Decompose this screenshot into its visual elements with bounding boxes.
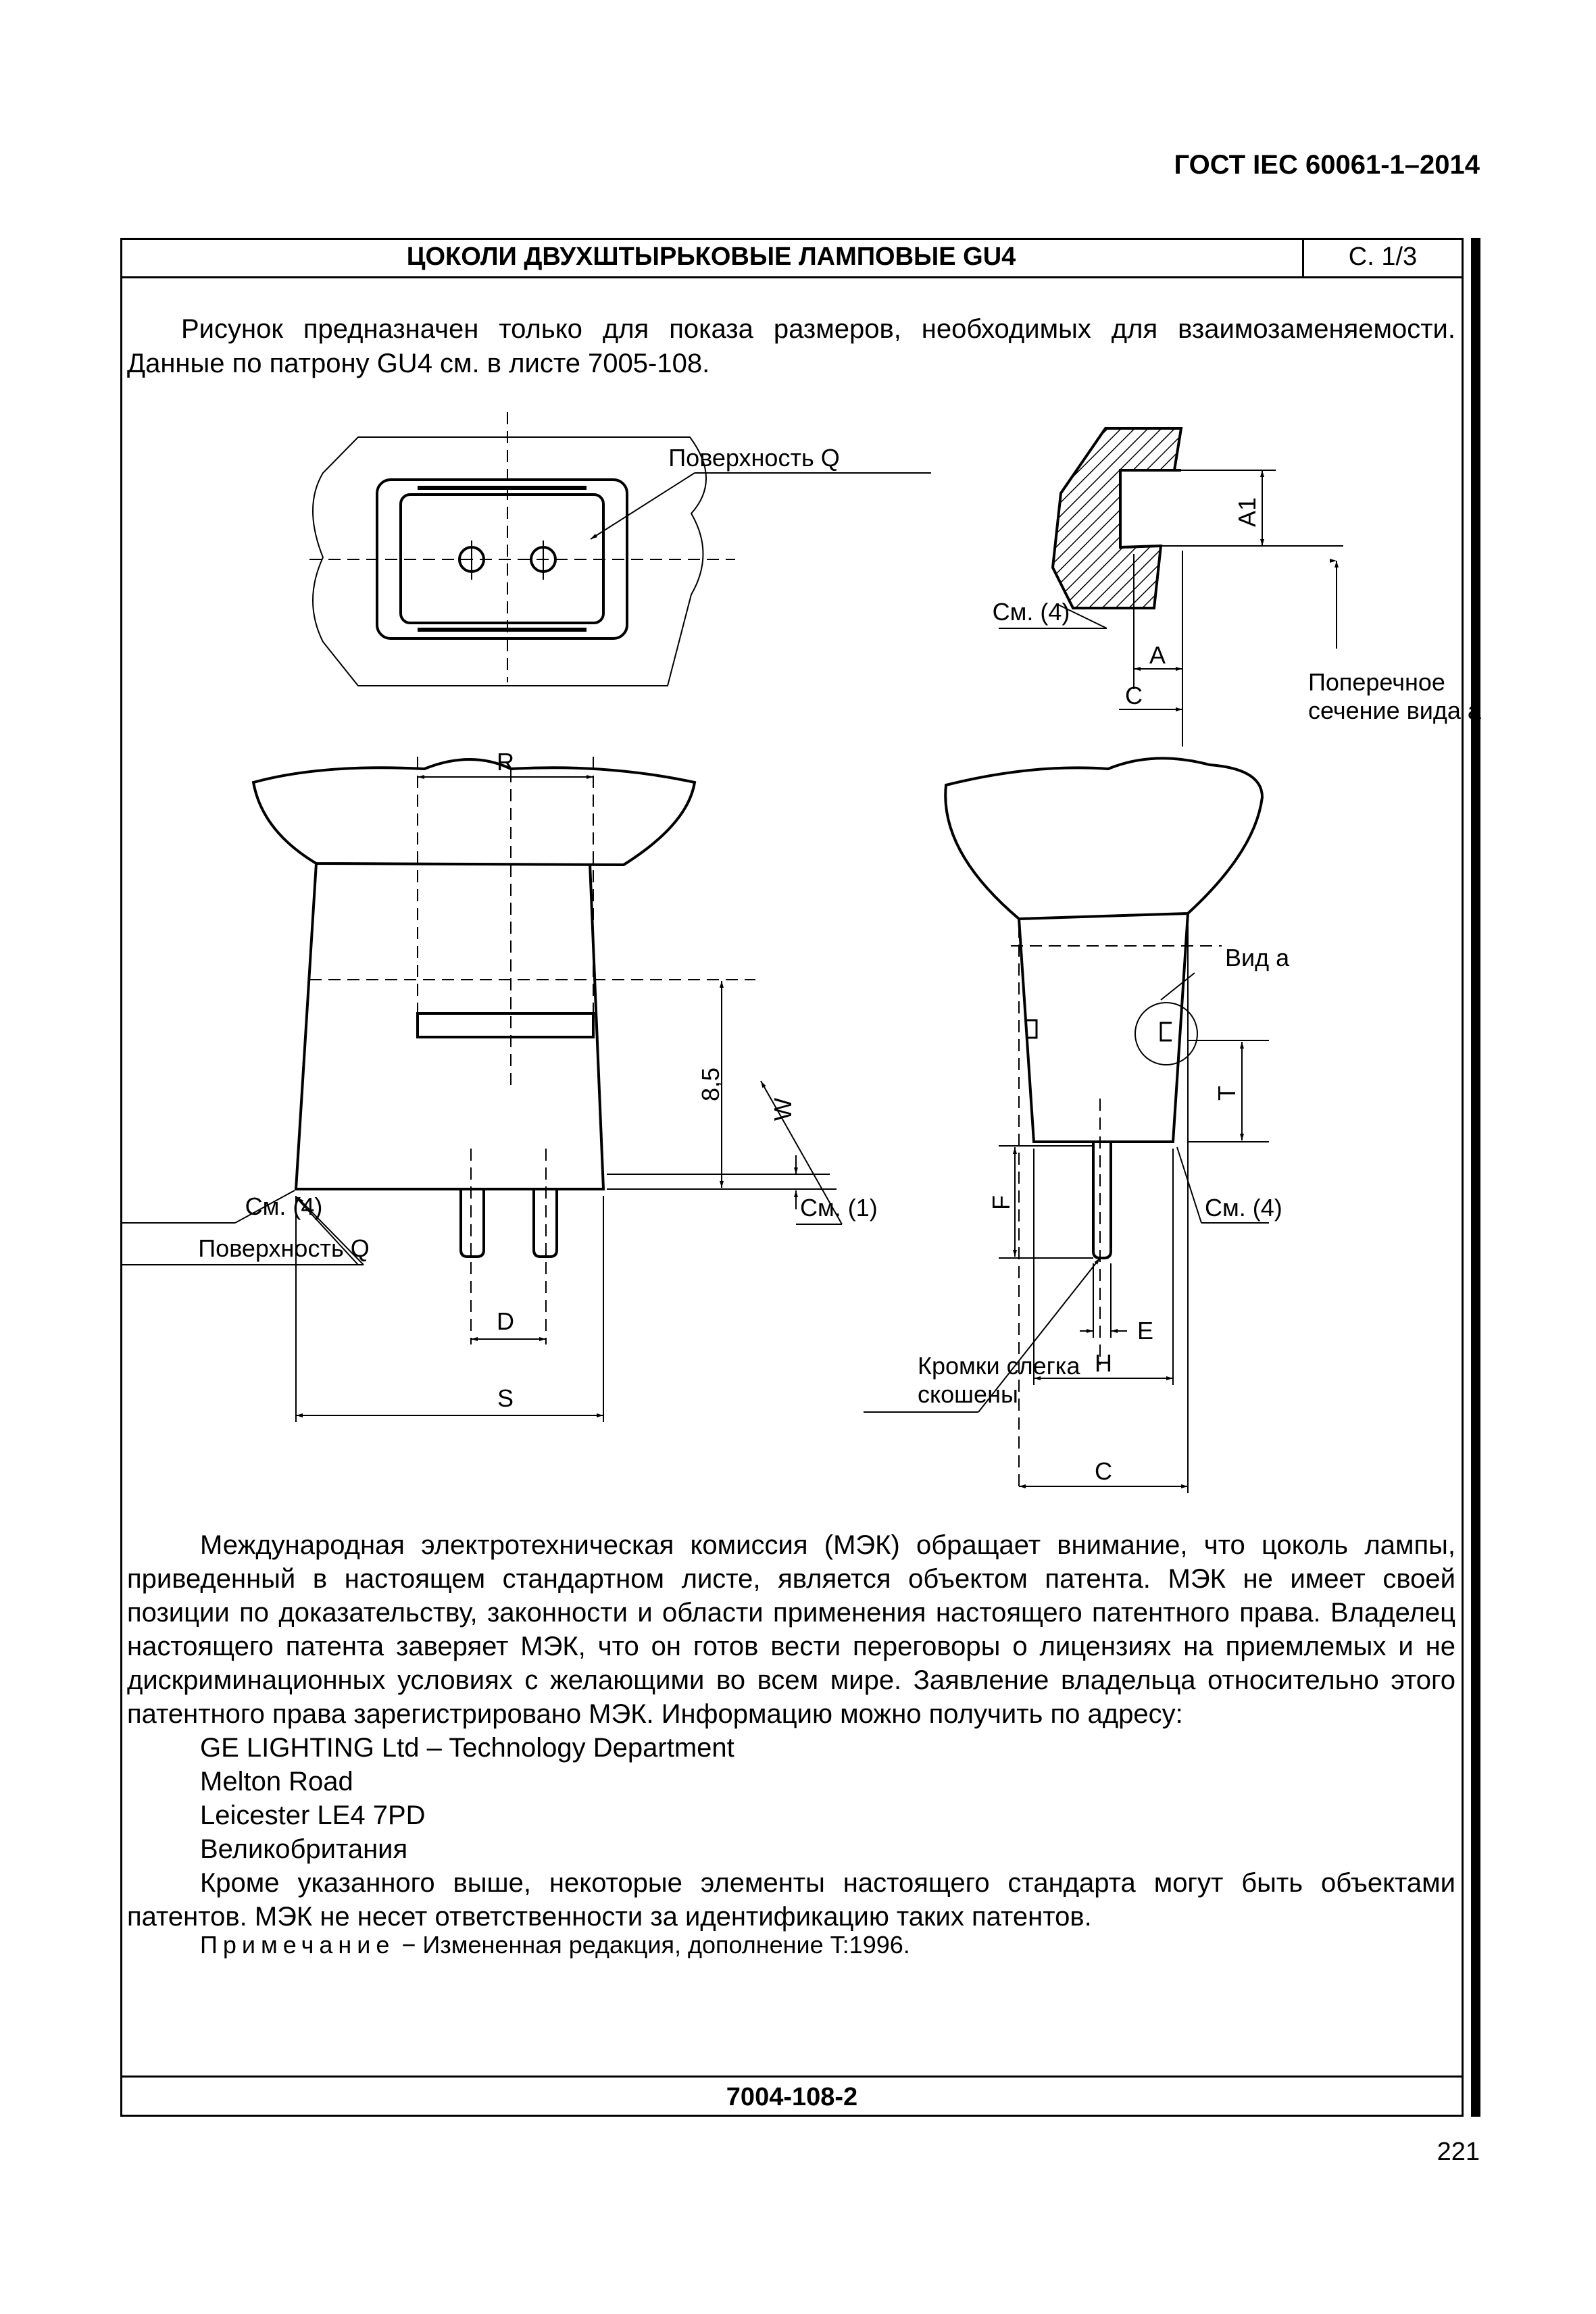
label-surface-q-top: Поверхность Q	[668, 444, 840, 472]
label-d: D	[497, 1307, 514, 1335]
label-s: S	[497, 1384, 514, 1412]
label-see1: См. (1)	[800, 1194, 878, 1222]
address-line-1: GE LIGHTING Ltd – Technology Department	[200, 1733, 734, 1763]
label-w: W	[769, 1098, 797, 1121]
front-view	[253, 759, 695, 1257]
label-see4-section: См. (4)	[992, 598, 1070, 626]
label-view-a: Вид a	[1225, 944, 1290, 972]
label-c-bottom: C	[1095, 1457, 1112, 1485]
patent-paragraph: Международная электротехническая комиссия (МЭК) обращает внимание, что цоколь лампы, приведенный в настоящем стандартном листе, является объектом патента. МЭК не имеет своей позиции по доказательству, законности и области применения настоящего патентного права. Владелец настоящего патента заверяет МЭК, что он готов вести переговоры о лицензиях на приемлемых и не дискриминационных условиях с желающими во всем мире. Заявление владельца относительно этого патентного права зарегистрировано МЭК. Информацию можно получить по адресу:	[127, 1530, 1455, 1729]
label-a1: A1	[1233, 497, 1261, 528]
note-label: Примечание	[200, 1931, 395, 1959]
sheet-title: ЦОКОЛИ ДВУХШТЫРЬКОВЫЕ ЛАМПОВЫЕ GU4	[120, 238, 1304, 276]
label-see4-left: См. (4)	[245, 1192, 323, 1220]
label-edges-1: Кромки слегка	[918, 1352, 1080, 1380]
label-see4-right: См. (4)	[1205, 1194, 1282, 1222]
label-t: T	[1213, 1086, 1241, 1101]
address-line-3: Leicester LE4 7PD	[200, 1801, 426, 1830]
intro-text: Рисунок предназначен только для показа размеров, необходимых для взаимозаменяемости. Данные по патрону GU4 см. в листе 7005-108.	[127, 314, 1455, 378]
label-e: E	[1137, 1317, 1154, 1344]
note	[200, 1931, 910, 1959]
cross-section	[1053, 428, 1181, 608]
sheet-code: 7004-108-2	[120, 2076, 1464, 2117]
label-c-section: C	[1125, 682, 1143, 709]
sheet-number: С. 1/3	[1348, 243, 1418, 271]
body-text	[127, 1528, 1455, 1934]
address-line-4: Великобритания	[200, 1834, 408, 1864]
label-h: H	[1095, 1349, 1112, 1377]
address-line-2: Melton Road	[200, 1767, 353, 1796]
technical-drawing	[120, 399, 1481, 1507]
standard-header: ГОСТ IEC 60061-1–2014	[1174, 150, 1480, 180]
label-edges-2: скошены	[918, 1380, 1018, 1408]
page-number: 221	[1437, 2138, 1480, 2166]
label-r: R	[497, 748, 514, 776]
label-a: A	[1149, 641, 1166, 669]
label-8-5: 8,5	[697, 1067, 724, 1102]
sheet-edge-bar	[1471, 238, 1480, 2117]
label-f: F	[987, 1195, 1015, 1210]
note-text: − Измененная редакция, дополнение T:1996.	[395, 1931, 910, 1959]
label-cross-section-1: Поперечное	[1308, 668, 1445, 696]
label-surface-q-left: Поверхность Q	[198, 1234, 370, 1262]
patent-disclaimer: Кроме указанного выше, некоторые элементы настоящего стандарта могут быть объектами патентов. МЭК не несет ответственности за идентификацию таких патентов.	[127, 1868, 1455, 1932]
title-row	[120, 238, 1464, 278]
side-view	[945, 758, 1262, 1258]
label-cross-section-2: сечение вида a	[1308, 697, 1481, 724]
